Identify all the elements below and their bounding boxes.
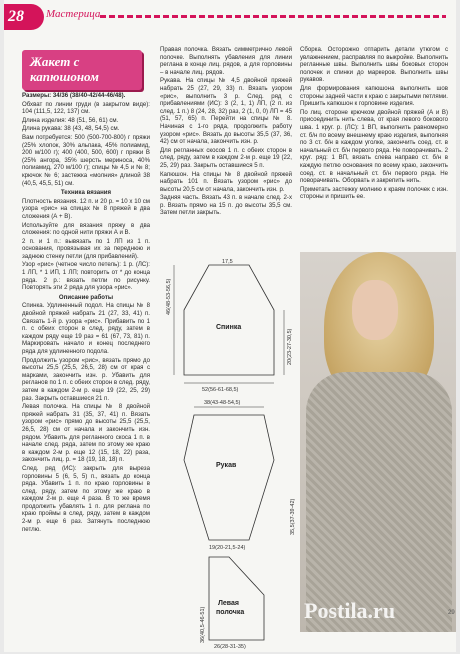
front-label-1: Левая bbox=[218, 600, 239, 607]
header-divider bbox=[100, 15, 446, 18]
page-header bbox=[4, 0, 456, 34]
section-heading: Техника вязания bbox=[60, 189, 112, 197]
paragraph: Задняя часть. Вязать 43 п. в начале след. 2-х р. Вязать прямо на 15 п. до высоты 35,5 см. Затем петли закрыть. bbox=[160, 194, 292, 217]
paragraph: По лиц. стороне крючком двойной пряжей (А и В) присоединить нить слева, от края левого бокового шва. 1 круг. р. (ЛС): 1 ВП, выполнить равномерно ст. б/н по всему внешнему краю изделия, выполняя по 3 ст. б/н в каждом уголке, закончить соед. ст. в начальный ст. б/н первого ряда. Не поворачивать. 2 круг. ряд: 1 ВП, вязать слева направо ст. б/н в каждую петлю основания по всему краю, закончить соед. ст. в начальный ст. б/н первого ряда. Не поворачивать. Оборвать и закрепить нить. bbox=[300, 108, 448, 185]
page-number: 28 bbox=[4, 4, 44, 30]
paragraph: Продолжить узором «рис», вязать прямо до высоты 25,5 (25,5, 26,5, 28) см от края с марками, закончить изн. р. Убавить для регланов по 1 п. с обеих сторон в след. ряду, затем в каждом 2-м р. еще 19 (22, 25, 29) раз. Закрыть оставшиеся 21 п. bbox=[22, 356, 150, 402]
front-width-dim: 26(28-31-35) bbox=[214, 644, 246, 650]
paragraph: Сборка. Осторожно отпарить детали утюгом с увлажнением, расправляя по выкройке. Выполнить регланные швы. Выполнить швы боковых сторон полочек и спинки до маркеров. Выполнить швы рукавов. bbox=[300, 46, 448, 84]
front-label-2: полочка bbox=[216, 609, 245, 616]
pattern-diagrams bbox=[154, 255, 304, 650]
paragraph: Обхват по линии груди (в закрытом виде): 104 (111,5, 122, 137) см. bbox=[22, 100, 150, 116]
sleeve-label: Рукав bbox=[216, 462, 237, 469]
paragraph: Для формирования капюшона выполнить шов стороны задней части к краю с закрытыми петлями. Пришить капюшон к горловине изделия. bbox=[300, 84, 448, 108]
text-column-3 bbox=[300, 46, 448, 202]
magazine-page bbox=[4, 0, 456, 652]
paragraph: 2 п. и 1 п.: вывязать по 1 ЛП из 1 п. основания, провязывая их за переднюю и заднюю стенку петли (для прибавлений). bbox=[22, 237, 150, 260]
paragraph: Длина рукава: 38 (43, 48, 54,5) см. bbox=[22, 125, 120, 133]
back-pattern bbox=[166, 259, 293, 393]
paragraph: Приметать застежку молнию к краям полочек с изн. стороны и пришить ее. bbox=[300, 185, 448, 201]
sleeve-pattern bbox=[184, 400, 296, 551]
section-heading: Описание работы bbox=[58, 293, 114, 301]
paragraph: След. ряд (ИС): закрыть для выреза горловины 5 (6, 5, 5) п., вязать до конца ряда. Убавить 1 п. по краю горловины в след. ряду, затем по этому же краю в каждом 2-м р. еще 4 раза. В то же время продолжить убавлять 1 п. для реглана по краю проймы в след. ряду, затем в каждом 2-м р. еще 6 раз. Затянуть последнюю петлю. bbox=[22, 464, 150, 533]
sleeve-length-dim: 35,5(37-39-42) bbox=[290, 498, 296, 535]
back-width-dim: 52(56-61-68,5) bbox=[202, 387, 239, 393]
left-front-pattern bbox=[200, 557, 264, 650]
article-title: Жакет с капюшоном bbox=[22, 50, 142, 90]
paragraph: Размеры: 34/36 (38/40-42/44-46/48). bbox=[22, 92, 126, 99]
paragraph: Длина изделия: 48 (51, 56, 61) см. bbox=[22, 116, 119, 124]
paragraph: Узор «рис» (четное число петель): 1 р. (ЛС): 1 ЛП, * 1 ИП, 1 ЛП; повторить от * до конца ряда. 2 р.: вязать петли по рисунку. Повторять эти 2 ряда для узора «рис». bbox=[22, 261, 150, 292]
paragraph: Для регланных скосов 1 п. с обеих сторон в след. ряду, затем в каждом 2-м р. еще 19 (22, 25, 29) раз. Закрыть оставшиеся 5 п. bbox=[160, 146, 292, 169]
text-column-1 bbox=[22, 92, 150, 534]
sleeve-top-dim: 38(43-48-54,5) bbox=[204, 400, 241, 406]
front-height-dim: 36(40,5-46-51) bbox=[200, 606, 206, 643]
paragraph: Левая полочка. На спицы № 8 двойной пряжей набрать 31 (35, 37, 41) п. Вязать узором «рис» прямо до высоты 25,5 (25,5, 26,5, 28) см от начала и закончить изн. рядом. Убавить для регланного скоса 1 п. в начале след. ряда, затем по этому же краю в каждом 2-м р. еще 12 (15, 18, 22) раза, закончить лиц. р. = 18 (19, 18, 18) п. bbox=[22, 403, 150, 464]
footer-page-number: 29 bbox=[448, 610, 455, 616]
paragraph: Правая полочка. Вязать симметрично левой полочке. Выполнять убавления для линии реглана в конце лиц. рядов, а для горловины – в начале лиц. рядов. bbox=[160, 46, 292, 76]
back-height-dim: 46(48-53-56,5) bbox=[166, 278, 172, 315]
paragraph: Вам потребуется: 500 (500-700-800) г пряжи (25% хлопок, 30% альпака, 45% полиамид, 200 м/100 г); 400 (400, 500, 600) г пряжи В (25% ангора, 35% шерсть мериноса, 40% полиамид, 270 м/100 г); спицы № 4,5 и № 8; крючок № 6; застежка «молния» длиной 38 (40,5, 45,5, 51) см. bbox=[22, 133, 150, 187]
paragraph: Капюшон. На спицы № 8 двойной пряжей набрать 101 п. Вязать узором «рис» до высоты 20,5 см от начала, закончить изн. р. bbox=[160, 170, 292, 193]
photo-sweater bbox=[306, 372, 452, 632]
paragraph: Рукава. На спицы № 4,5 двойной пряжей набрать 25 (27, 29, 33) п. Вязать узором «рис», выполнить 3 р. След. ряд с прибавлениями (ИС): 3 (2, 1, 1) ЛП, (2 п. из след. 1 п.) 8 (24, 28, 32) раз, 2 (1, 0, 0) ЛП = 45 (51, 57, 65) п. Перейти на спицы № 8. Начиная с 1-го ряда, продолжить работу узором «рис». Вязать до высоты 35,5 (37, 36, 42) см от начала, закончить изн. р. bbox=[160, 77, 292, 146]
magazine-name: Мастерица bbox=[46, 8, 101, 20]
watermark: Postila.ru bbox=[304, 598, 396, 623]
paragraph: Спинка. Удлиненный подол. На спицы № 8 двойной пряжей набрать 21 (27, 33, 41) п. Связать 1-й р. узора «рис». Прибавить по 1 п. с обеих сторон в след. ряду, затем в каждом ряду еще 19 раз = 61 (67, 73, 81) п. Маркировать начало и конец последнего ряда для удлиненного подола. bbox=[22, 302, 150, 355]
sleeve-cuff-dim: 19(20-21,5-24) bbox=[209, 545, 246, 551]
model-photo bbox=[300, 252, 456, 632]
back-raglan-dim: 20(23-27-30,5) bbox=[287, 328, 293, 365]
paragraph: Используйте для вязания пряжу в два сложения: по одной нити пряжи А и В. bbox=[22, 221, 150, 237]
text-column-2 bbox=[160, 46, 292, 218]
paragraph: Плотность вязания. 12 п. и 20 р. = 10 х 10 см узора «рис» на спицах № 8 пряжей в два сложения (А + В). bbox=[22, 197, 150, 220]
photo-face bbox=[352, 280, 398, 340]
back-label: Спинка bbox=[216, 324, 242, 331]
back-neck-dim: 17,5 bbox=[222, 259, 233, 265]
